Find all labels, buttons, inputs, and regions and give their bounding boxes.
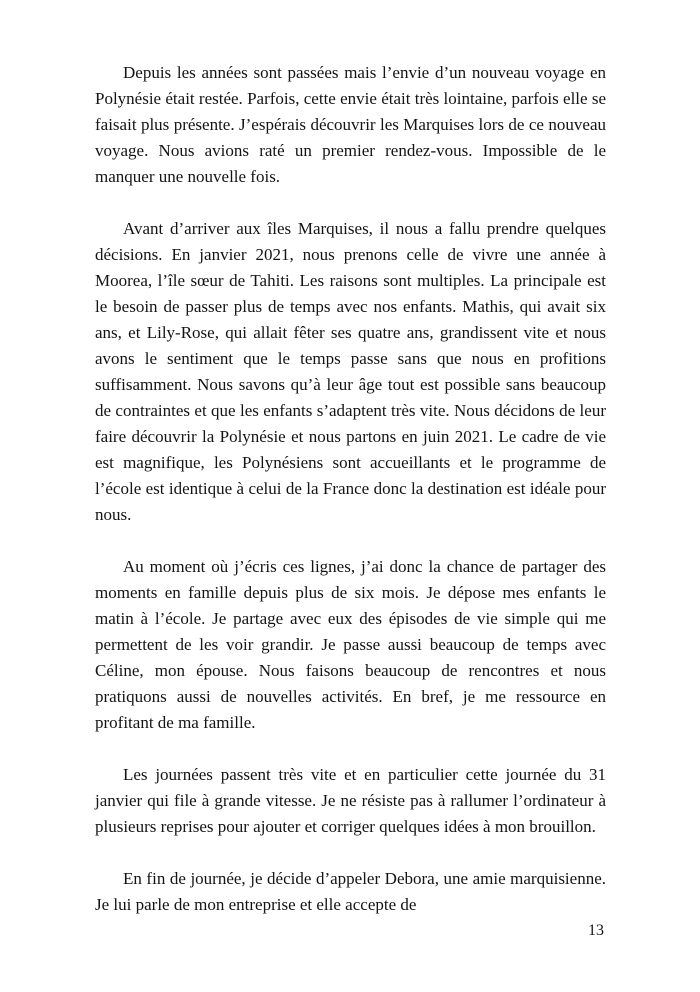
body-paragraph: Depuis les années sont passées mais l’envie d’un nouveau voyage en Polynésie était restée. Parfois, cette envie était très lointaine, parfois elle se faisait plus présente. J’espérais découvrir les Marquises lors de ce nouveau voyage. Nous avions raté un premier rendez-vous. Impossible de le manquer une nouvelle fois. — [95, 63, 606, 186]
body-paragraph: Au moment où j’écris ces lignes, j’ai donc la chance de partager des moments en famille depuis plus de six mois. Je dépose mes enfants le matin à l’école. Je partage avec eux des épisodes de vie simple qui me permettent de les voir grandir. Je passe aussi beaucoup de temps avec Céline, mon épouse. Nous faisons beaucoup de rencontres et nous pratiquons aussi de nouvelles activités. En bref, je me ressource en profitant de ma famille. — [95, 557, 606, 732]
page-number: 13 — [588, 922, 604, 939]
body-paragraph: Avant d’arriver aux îles Marquises, il nous a fallu prendre quelques décisions. En janvier 2021, nous prenons celle de vivre une année à Moorea, l’île sœur de Tahiti. Les raisons sont multiples. La principale est le besoin de passer plus de temps avec nos enfants. Mathis, qui avait six ans, et Lily-Rose, qui allait fêter ses quatre ans, grandissent vite et nous avons le sentiment que le temps passe sans que nous en profitions suffisamment. Nous savons qu’à leur âge tout est possible sans beaucoup de contraintes et que les enfants s’adaptent très vite. Nous décidons de leur faire découvrir la Polynésie et nous partons en juin 2021. Le cadre de vie est magnifique, les Polynésiens sont accueillants et le programme de l’école est identique à celui de la France donc la destination est idéale pour nous. — [95, 219, 606, 524]
body-paragraph: En fin de journée, je décide d’appeler Debora, une amie marquisienne. Je lui parle de mon entreprise et elle accepte de — [95, 869, 606, 914]
body-paragraph: Les journées passent très vite et en particulier cette journée du 31 janvier qui file à grande vitesse. Je ne résiste pas à rallumer l’ordinateur à plusieurs reprises pour ajouter et corriger quelques idées à mon brouillon. — [95, 765, 606, 836]
